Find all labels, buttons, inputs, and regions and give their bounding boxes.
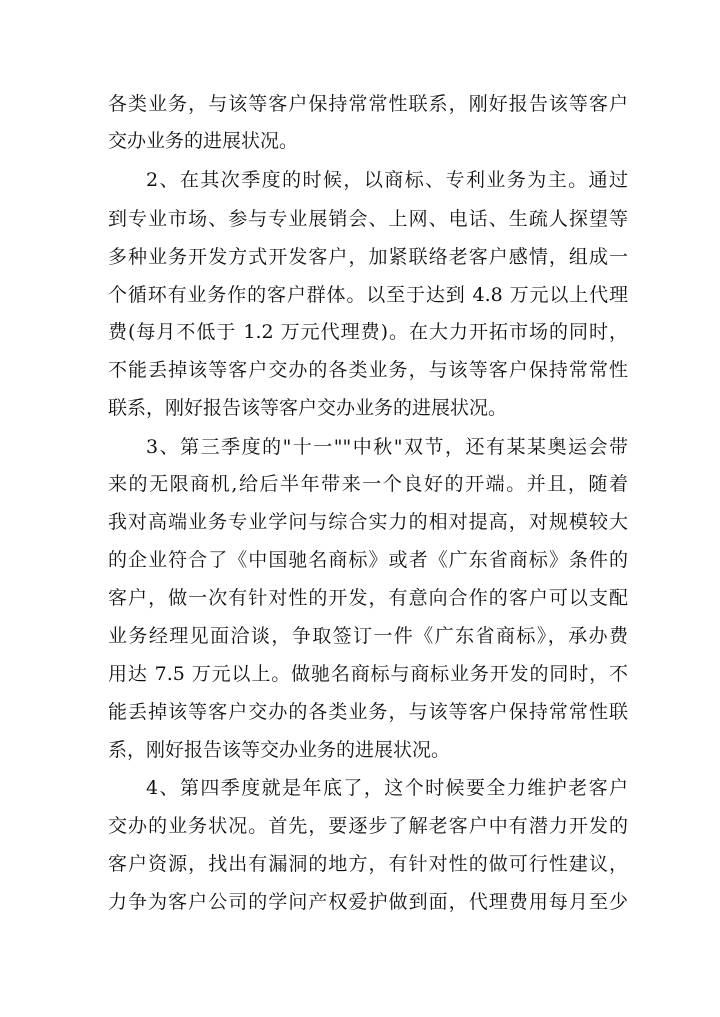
paragraph-3-line-6: 业务经理见面洽谈，争取签订一件《广东省商标》，承办费: [108, 625, 628, 647]
paragraph-2-line-6: 不能丢掉该等客户交办的各类业务，与该等客户保持常常性: [108, 359, 628, 381]
paragraph-3-line-5: 客户，做一次有针对性的开发，有意向合作的客户可以支配: [108, 587, 628, 609]
paragraph-3-line-4: 的企业符合了《中国驰名商标》或者《广东省商标》条件的: [108, 549, 628, 571]
paragraph-4-line-1: 4、第四季度就是年底了，这个时候要全力维护老客户: [146, 777, 628, 799]
paragraph-3-line-8: 能丢掉该等客户交办的各类业务，与该等客户保持常常性联: [108, 701, 628, 723]
paragraph-4-line-2: 交办的业务状况。首先，要逐步了解老客户中有潜力开发的: [108, 815, 628, 837]
paragraph-3-line-9: 系，刚好报告该等交办业务的进展状况。: [108, 739, 451, 761]
paragraph-2-line-5: 费(每月不低于 1.2 万元代理费)。在大力开拓市场的同时，: [108, 321, 628, 343]
paragraph-4-line-3: 客户资源，找出有漏洞的地方，有针对性的做可行性建议，: [108, 853, 628, 875]
paragraph-2-line-4: 个循环有业务作的客户群体。以至于达到 4.8 万元以上代理: [108, 284, 628, 306]
paragraph-2-line-1: 2、在其次季度的时候，以商标、专利业务为主。通过: [146, 169, 628, 191]
paragraph-2-line-7: 联系，刚好报告该等客户交办业务的进展状况。: [108, 397, 508, 419]
paragraph-3-line-3: 我对高端业务专业学问与综合实力的相对提高，对规模较大: [108, 511, 628, 533]
paragraph-2-line-2: 到专业市场、参与专业展销会、上网、电话、生疏人探望等: [108, 208, 628, 230]
paragraph-3-line-7: 用达 7.5 万元以上。做驰名商标与商标业务开发的同时，不: [108, 663, 628, 685]
paragraph-3-line-2: 来的无限商机,给后半年带来一个良好的开端。并且，随着: [108, 473, 628, 495]
paragraph-3-line-1: 3、第三季度的"十一""中秋"双节，还有某某奥运会带: [146, 436, 628, 458]
paragraph-4-line-4: 力争为客户公司的学问产权爱护做到面，代理费用每月至少: [108, 891, 628, 913]
paragraph-1-line-2: 交办业务的进展状况。: [108, 130, 299, 152]
paragraph-1-line-1: 各类业务，与该等客户保持常常性联系，刚好报告该等客户: [108, 93, 628, 115]
paragraph-2-line-3: 多种业务开发方式开发客户，加紧联络老客户感情，组成一: [108, 246, 628, 268]
